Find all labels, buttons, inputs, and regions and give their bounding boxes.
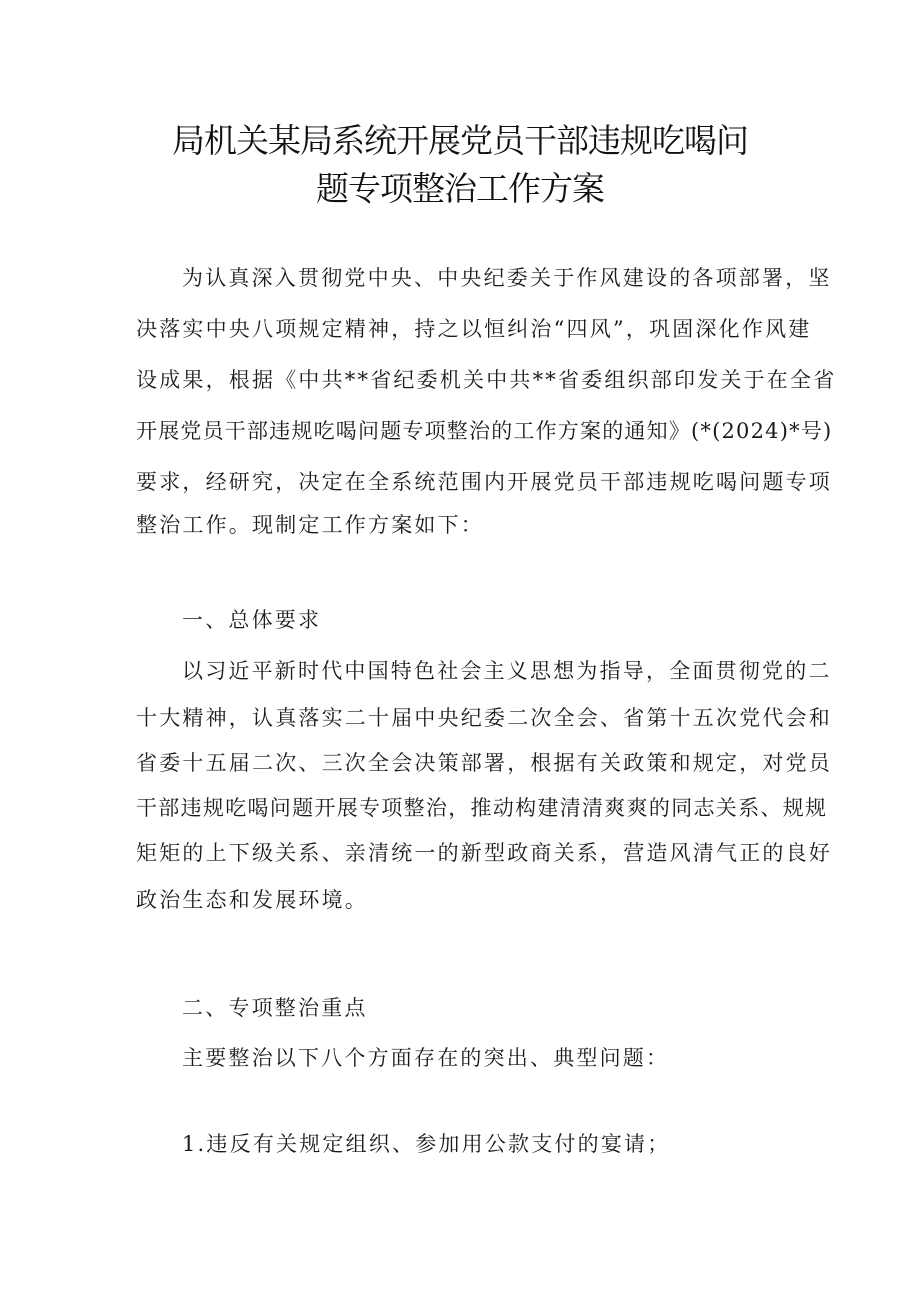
intro-line: 整治工作。现制定工作方案如下： [136, 513, 484, 537]
document-title-line-1: 局机关某局系统开展党员干部违规吃喝问 [172, 121, 748, 160]
intro-line: 开展党员干部违规吃喝问题专项整治的工作方案的通知》(*(2024)*号) [136, 419, 833, 443]
list-item: 1.违反有关规定组织、参加用公款支付的宴请； [182, 1132, 671, 1156]
intro-line: 要求，经研究，决定在全系统范围内开展党员干部违规吃喝问题专项 [136, 470, 832, 494]
intro-line: 设成果，根据《中共**省纪委机关中共**省委组织部印发关于在全省 [136, 368, 837, 392]
document-title-line-2: 题专项整治工作方案 [316, 169, 604, 208]
section-1-line: 以习近平新时代中国特色社会主义思想为指导，全面贯彻党的二 [182, 659, 832, 683]
section-1-heading: 一、总体要求 [182, 608, 322, 632]
intro-line: 为认真深入贯彻党中央、中央纪委关于作风建设的各项部署，坚 [182, 266, 832, 290]
section-1-line: 政治生态和发展环境。 [136, 888, 368, 912]
section-1-line: 干部违规吃喝问题开展专项整治，推动构建清清爽爽的同志关系、规规 [136, 796, 828, 820]
section-1-line: 矩矩的上下级关系、亲清统一的新型政商关系，营造风清气正的良好 [136, 841, 832, 865]
intro-line: 决落实中央八项规定精神，持之以恒纠治“四风”，巩固深化作风建 [136, 317, 812, 341]
section-2-heading: 二、专项整治重点 [182, 996, 368, 1020]
section-2-intro: 主要整治以下八个方面存在的突出、典型问题： [182, 1046, 670, 1070]
section-1-line: 省委十五届二次、三次全会决策部署，根据有关政策和规定，对党员 [136, 751, 832, 775]
section-1-line: 十大精神，认真落实二十届中央纪委二次全会、省第十五次党代会和 [136, 706, 832, 730]
